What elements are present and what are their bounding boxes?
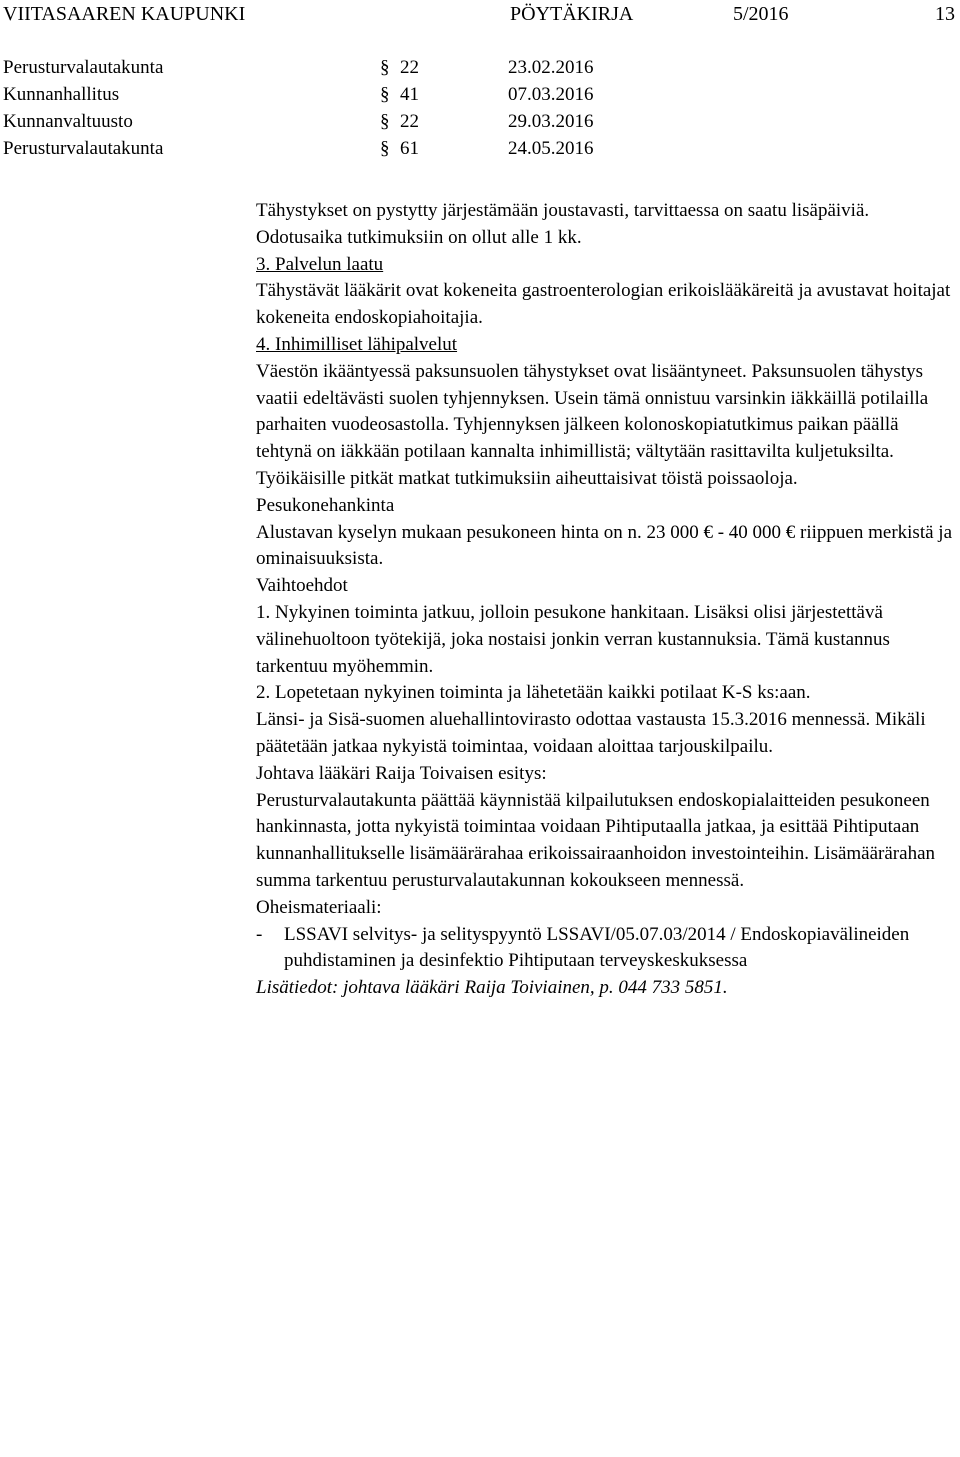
document-body [256, 198, 956, 1002]
page-number: 13 [935, 3, 955, 25]
option-1-paragraph: 1. Nykyinen toiminta jatkuu, jolloin pesukone hankitaan. Lisäksi olisi järjestettävä välinehuoltoon työtekijä, joka nostaisi jonkin verran kustannuksia. Tämä kustannus tarkentuu myöhemmin. [256, 601, 890, 677]
attachments-title: Oheismateriaali: [256, 896, 382, 918]
meeting-references [0, 57, 960, 165]
document-number: 5/2016 [733, 3, 789, 25]
meeting-row [0, 111, 960, 138]
heading-washer-procurement: Pesukonehankinta [256, 494, 395, 516]
meeting-body: Kunnanhallitus [3, 84, 120, 105]
avi-paragraph: Länsi- ja Sisä-suomen aluehallintovirasto odottaa vastausta 15.3.2016 mennessä. Mikäli päätetään jatkaa nykyistä toimintaa, voidaan aloittaa tarjouskilpailu. [256, 709, 926, 757]
option-2-paragraph: 2. Lopetetaan nykyinen toiminta ja lähetetään kaikki potilaat K-S ks:aan. [256, 682, 811, 704]
section-number: 22 [400, 57, 419, 78]
section-symbol: § [380, 138, 390, 159]
heading-local-services: 4. Inhimilliset lähipalvelut [256, 333, 458, 355]
organization-name: VIITASAAREN KAUPUNKI [3, 3, 246, 25]
section-symbol: § [380, 84, 390, 105]
section-symbol: § [380, 111, 390, 132]
quality-paragraph: Tähystävät lääkärit ovat kokeneita gastroenterologian erikoislääkäreitä ja avustavat hoitajat kokeneita endoskopiahoitajia. [256, 280, 951, 329]
meeting-date: 24.05.2016 [508, 138, 594, 159]
services-paragraph: Väestön ikääntyessä paksunsuolen tähystykset ovat lisääntyneet. Paksunsuolen tähystys vaatii edeltävästi suolen tyhjennyksen. Usein tämä onnistuu varsinkin iäkkäillä potilailla parhaiten vuodeosastolla. Tyhjennyksen jälkeen kolonoskopiatutkimus paikan päällä tehtynä on iäkkään potilaan kannalta inhimillistä; vältytään rasittavilta kuljetuksilta. Työikäisille pitkät matkat tutkimuksiin aiheuttaisivat töistä poissaoloja. [256, 360, 929, 489]
meeting-body: Perusturvalautakunta [3, 138, 164, 159]
meeting-date: 29.03.2016 [508, 111, 594, 132]
section-number: 22 [400, 111, 419, 132]
section-number: 41 [400, 84, 419, 105]
washer-paragraph: Alustavan kyselyn mukaan pesukoneen hinta on n. 23 000 € - 40 000 € riippuen merkistä ja ominaisuuksista. [256, 521, 953, 570]
meeting-row [0, 84, 960, 111]
meeting-row [0, 138, 960, 165]
section-number: 61 [400, 138, 419, 159]
intro-paragraph: Tähystykset on pystytty järjestämään joustavasti, tarvittaessa on saatu lisäpäiviä. Odotusaika tutkimuksiin on ollut alle 1 kk. [256, 200, 870, 248]
heading-alternatives: Vaihtoehdot [256, 575, 348, 597]
proposal-title: Johtava lääkäri Raija Toivaisen esitys: [256, 762, 547, 784]
contact-info: Lisätiedot: johtava lääkäri Raija Toiviainen, p. 044 733 5851. [256, 977, 728, 999]
meeting-row [0, 57, 960, 84]
list-dash: - [256, 923, 263, 945]
attachment-text: LSSAVI selvitys- ja selityspyyntö LSSAVI/05.07.03/2014 / Endoskopiavälineiden puhdistaminen ja desinfektio Pihtiputaan terveyskeskuksessa [284, 923, 910, 972]
section-symbol: § [380, 57, 390, 78]
meeting-date: 23.02.2016 [508, 57, 594, 78]
heading-service-quality: 3. Palvelun laatu [256, 253, 384, 275]
attachment-item [256, 922, 956, 976]
meeting-date: 07.03.2016 [508, 84, 594, 105]
document-type: PÖYTÄKIRJA [510, 3, 634, 25]
proposal-text: Perusturvalautakunta päättää käynnistää kilpailutuksen endoskopialaitteiden pesukoneen hankinnasta, jotta nykyistä toimintaa voidaan Pihtiputaalla jatkaa, ja esittää Pihtiputaan kunnanhallitukselle lisämäärärahaa erikoissairaanhoidon investointeihin. Lisämäärärahan summa tarkentuu perusturvalautakunnan kokoukseen mennessä. [256, 789, 935, 891]
page-header [0, 0, 960, 30]
meeting-body: Perusturvalautakunta [3, 57, 164, 78]
meeting-body: Kunnanvaltuusto [3, 111, 133, 132]
